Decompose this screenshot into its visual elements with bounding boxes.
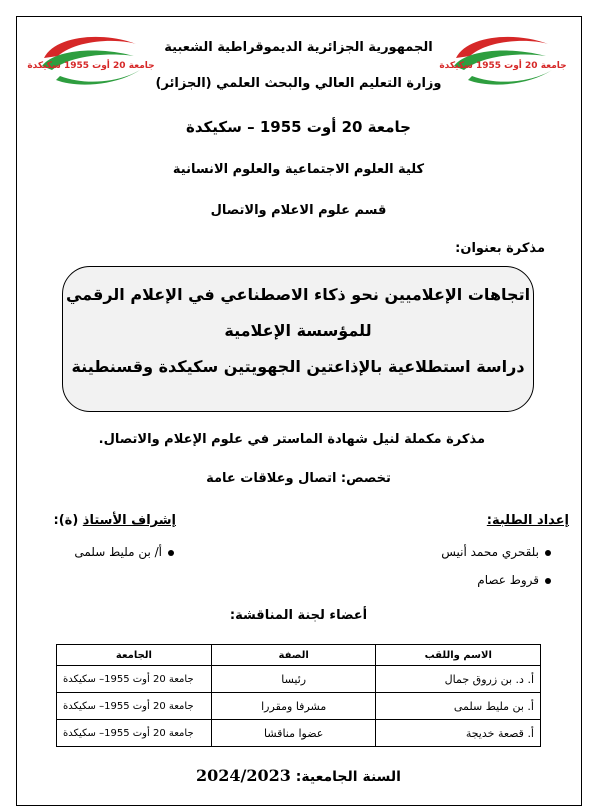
supervisor-heading-label: إشراف الأستاذ (82, 513, 176, 528)
republic-name: الجمهورية الجزائرية الديموقراطية الشعبية (164, 40, 433, 55)
member-name: أ. د. بن زروق جمال (376, 666, 541, 693)
university-name: جامعة 20 أوت 1955 – سكيكدة (186, 118, 411, 136)
bullet-icon (168, 550, 174, 556)
member-role: رئيسا (211, 666, 376, 693)
department-name: قسم علوم الاعلام والاتصال (210, 203, 387, 218)
students-heading: إعداد الطلبة: (486, 513, 569, 528)
member-university: جامعة 20 أوت 1955– سكيكدة (57, 666, 212, 693)
supervisor-item (44, 545, 174, 559)
table-row (57, 720, 541, 747)
table-header-row (57, 645, 541, 666)
thesis-title-line3: دراسة استطلاعية بالإذاعتين الجهويتين سكيكدة وقسنطينة (71, 357, 525, 376)
table-row (57, 693, 541, 720)
ministry-name: وزارة التعليم العالي والبحث العلمي (الجزائر) (155, 76, 442, 91)
student-name: قروط عصام (477, 573, 539, 587)
degree-complement-note: مذكرة مكملة لنيل شهادة الماستر في علوم الإعلام والاتصال. (98, 432, 485, 447)
bullet-icon (545, 550, 551, 556)
table-row (57, 666, 541, 693)
faculty-name: كلية العلوم الاجتماعية والعلوم الانسانية (172, 162, 425, 177)
column-header-university: الجامعة (57, 645, 212, 666)
logo-text: جامعة 20 أوت 1955 سكيكدة (27, 61, 155, 71)
committee-table (56, 644, 541, 747)
supervisor-name: أ/ بن مليط سلمى (74, 545, 162, 559)
member-role: مشرفا ومقررا (211, 693, 376, 720)
member-name: أ. قصعة خديجة (376, 720, 541, 747)
academic-year-value: 2024/2023 (196, 766, 291, 785)
supervisor-heading (36, 513, 176, 528)
column-header-role: الصفة (211, 645, 376, 666)
supervisor-heading-suffix: (ة): (53, 513, 83, 528)
thesis-title-line1: اتجاهات الإعلاميين نحو ذكاء الاصطناعي في الإعلام الرقمي (65, 285, 531, 304)
member-university: جامعة 20 أوت 1955– سكيكدة (57, 693, 212, 720)
specialty: تخصص: اتصال وعلاقات عامة (206, 471, 391, 486)
academic-year (0, 766, 597, 785)
committee-heading: أعضاء لجنة المناقشة: (229, 608, 368, 623)
memo-label: مذكرة بعنوان: (455, 241, 545, 256)
column-header-name: الاسم واللقب (376, 645, 541, 666)
member-university: جامعة 20 أوت 1955– سكيكدة (57, 720, 212, 747)
student-name: بلقحري محمد أنيس (441, 545, 539, 559)
student-item (477, 573, 551, 587)
thesis-title-box (62, 266, 534, 412)
academic-year-label: السنة الجامعية: (295, 769, 401, 785)
bullet-icon (545, 578, 551, 584)
logo-text: جامعة 20 أوت 1955 سكيكدة (439, 61, 567, 71)
member-role: عضوا مناقشا (211, 720, 376, 747)
student-item (441, 545, 551, 559)
member-name: أ. بن مليط سلمى (376, 693, 541, 720)
thesis-title-line2: للمؤسسة الإعلامية (224, 321, 372, 340)
